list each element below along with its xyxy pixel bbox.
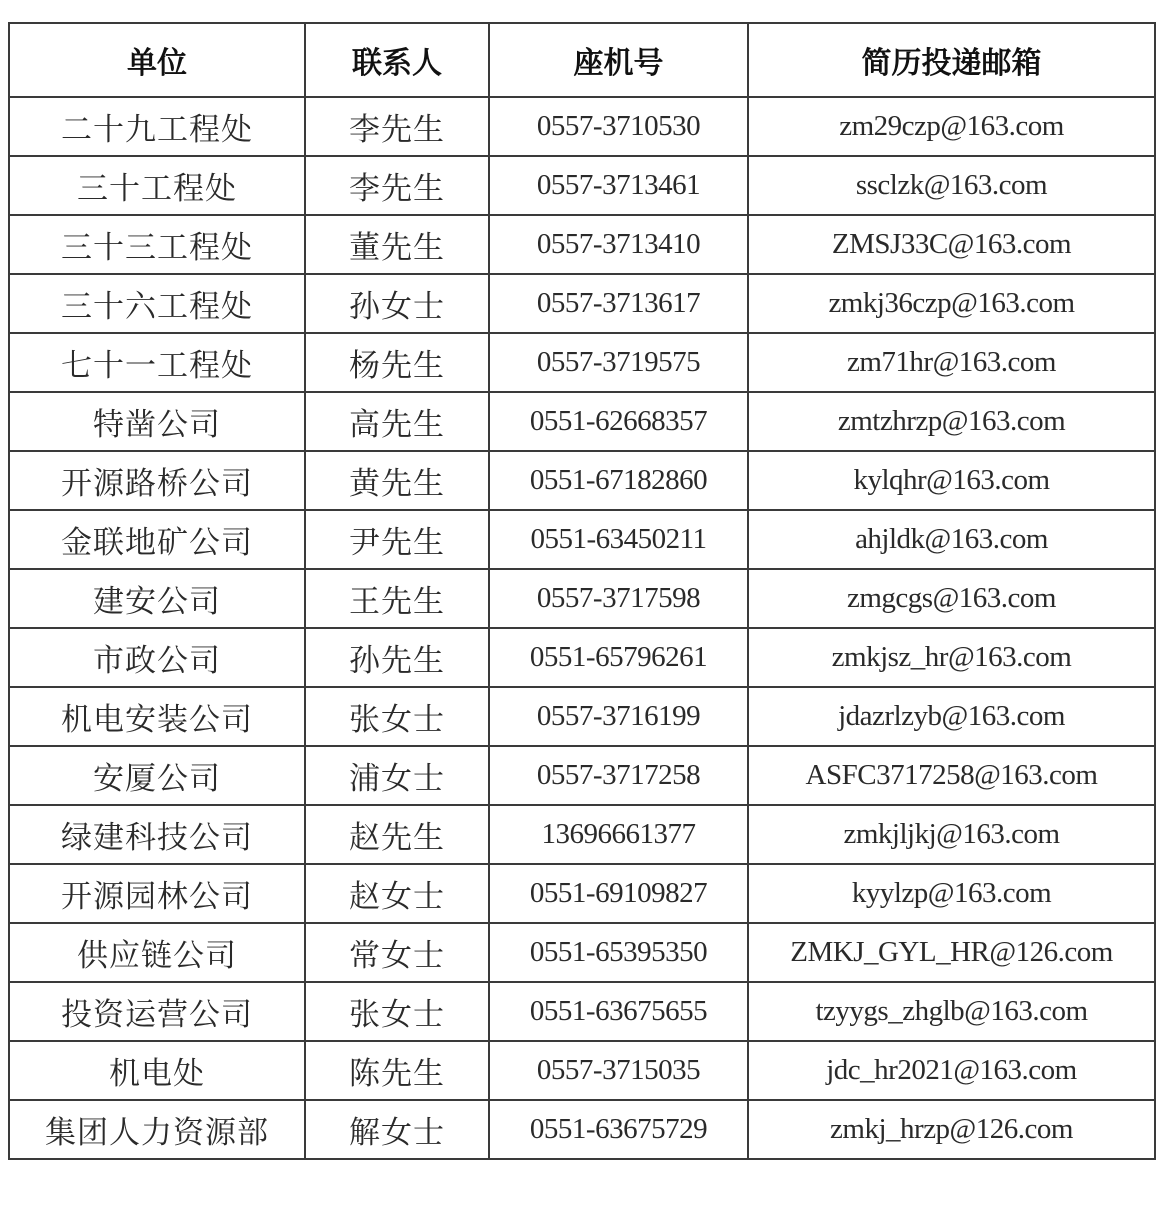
unit-cell: 二十九工程处	[9, 97, 305, 156]
table-row	[9, 982, 1155, 1041]
phone-number-cell: 0557-3717598	[489, 569, 748, 628]
unit-cell: 市政公司	[9, 628, 305, 687]
contact-person-cell: 王先生	[305, 569, 489, 628]
unit-cell: 绿建科技公司	[9, 805, 305, 864]
table-row	[9, 864, 1155, 923]
unit-cell: 开源园林公司	[9, 864, 305, 923]
phone-number-cell: 0557-3717258	[489, 746, 748, 805]
table-row	[9, 510, 1155, 569]
resume-email-cell[interactable]: kylqhr@163.com	[748, 451, 1155, 510]
table-row	[9, 274, 1155, 333]
resume-email-cell[interactable]: ASFC3717258@163.com	[748, 746, 1155, 805]
phone-number-cell: 13696661377	[489, 805, 748, 864]
table-row	[9, 392, 1155, 451]
header-row	[9, 23, 1155, 97]
unit-cell: 七十一工程处	[9, 333, 305, 392]
unit-cell: 特凿公司	[9, 392, 305, 451]
unit-cell: 三十工程处	[9, 156, 305, 215]
contact-person-cell: 高先生	[305, 392, 489, 451]
table-row	[9, 687, 1155, 746]
contact-person-cell: 张女士	[305, 687, 489, 746]
contact-person-cell: 常女士	[305, 923, 489, 982]
resume-email-cell[interactable]: zmtzhrzp@163.com	[748, 392, 1155, 451]
phone-number-cell: 0551-63450211	[489, 510, 748, 569]
resume-email-cell[interactable]: kyylzp@163.com	[748, 864, 1155, 923]
resume-email-cell[interactable]: zmgcgs@163.com	[748, 569, 1155, 628]
contact-person-cell: 陈先生	[305, 1041, 489, 1100]
resume-email-cell[interactable]: ZMSJ33C@163.com	[748, 215, 1155, 274]
phone-number-cell: 0551-63675655	[489, 982, 748, 1041]
table-row	[9, 156, 1155, 215]
phone-number-cell: 0551-67182860	[489, 451, 748, 510]
table-row	[9, 1041, 1155, 1100]
resume-email-cell[interactable]: zmkj_hrzp@126.com	[748, 1100, 1155, 1159]
resume-email-cell[interactable]: ssclzk@163.com	[748, 156, 1155, 215]
table-row	[9, 97, 1155, 156]
phone-number-cell: 0551-62668357	[489, 392, 748, 451]
table-row	[9, 805, 1155, 864]
unit-cell: 机电处	[9, 1041, 305, 1100]
phone-number-cell: 0557-3713617	[489, 274, 748, 333]
header-contact: 联系人	[305, 23, 489, 97]
unit-cell: 三十三工程处	[9, 215, 305, 274]
contact-person-cell: 黄先生	[305, 451, 489, 510]
table-row	[9, 923, 1155, 982]
unit-cell: 建安公司	[9, 569, 305, 628]
table-row	[9, 628, 1155, 687]
phone-number-cell: 0551-63675729	[489, 1100, 748, 1159]
contact-person-cell: 李先生	[305, 97, 489, 156]
unit-cell: 供应链公司	[9, 923, 305, 982]
resume-email-cell[interactable]: zmkj36czp@163.com	[748, 274, 1155, 333]
resume-email-cell[interactable]: ahjldk@163.com	[748, 510, 1155, 569]
phone-number-cell: 0557-3713461	[489, 156, 748, 215]
resume-email-cell[interactable]: zm29czp@163.com	[748, 97, 1155, 156]
resume-email-cell[interactable]: jdazrlzyb@163.com	[748, 687, 1155, 746]
resume-email-cell[interactable]: ZMKJ_GYL_HR@126.com	[748, 923, 1155, 982]
phone-number-cell: 0551-65395350	[489, 923, 748, 982]
contact-person-cell: 孙先生	[305, 628, 489, 687]
contact-person-cell: 董先生	[305, 215, 489, 274]
contact-person-cell: 尹先生	[305, 510, 489, 569]
unit-cell: 投资运营公司	[9, 982, 305, 1041]
resume-email-cell[interactable]: jdc_hr2021@163.com	[748, 1041, 1155, 1100]
unit-cell: 三十六工程处	[9, 274, 305, 333]
resume-email-cell[interactable]: tzyygs_zhglb@163.com	[748, 982, 1155, 1041]
table-row	[9, 451, 1155, 510]
contact-person-cell: 孙女士	[305, 274, 489, 333]
phone-number-cell: 0557-3713410	[489, 215, 748, 274]
phone-number-cell: 0557-3715035	[489, 1041, 748, 1100]
resume-email-cell[interactable]: zm71hr@163.com	[748, 333, 1155, 392]
phone-number-cell: 0551-69109827	[489, 864, 748, 923]
unit-cell: 金联地矿公司	[9, 510, 305, 569]
phone-number-cell: 0557-3716199	[489, 687, 748, 746]
header-email: 简历投递邮箱	[748, 23, 1155, 97]
table-body	[9, 97, 1155, 1159]
unit-cell: 机电安装公司	[9, 687, 305, 746]
contact-person-cell: 赵先生	[305, 805, 489, 864]
unit-cell: 开源路桥公司	[9, 451, 305, 510]
unit-cell: 安厦公司	[9, 746, 305, 805]
contact-person-cell: 浦女士	[305, 746, 489, 805]
resume-email-cell[interactable]: zmkjsz_hr@163.com	[748, 628, 1155, 687]
table-row	[9, 569, 1155, 628]
table-row	[9, 215, 1155, 274]
contact-person-cell: 张女士	[305, 982, 489, 1041]
phone-number-cell: 0557-3710530	[489, 97, 748, 156]
contact-person-cell: 李先生	[305, 156, 489, 215]
table-row	[9, 746, 1155, 805]
resume-email-cell[interactable]: zmkjljkj@163.com	[748, 805, 1155, 864]
recruitment-contact-table	[8, 22, 1156, 1160]
header-unit: 单位	[9, 23, 305, 97]
contact-person-cell: 杨先生	[305, 333, 489, 392]
contact-person-cell: 解女士	[305, 1100, 489, 1159]
phone-number-cell: 0557-3719575	[489, 333, 748, 392]
header-phone: 座机号	[489, 23, 748, 97]
table-row	[9, 333, 1155, 392]
unit-cell: 集团人力资源部	[9, 1100, 305, 1159]
contact-person-cell: 赵女士	[305, 864, 489, 923]
table-row	[9, 1100, 1155, 1159]
phone-number-cell: 0551-65796261	[489, 628, 748, 687]
table-header	[9, 23, 1155, 97]
